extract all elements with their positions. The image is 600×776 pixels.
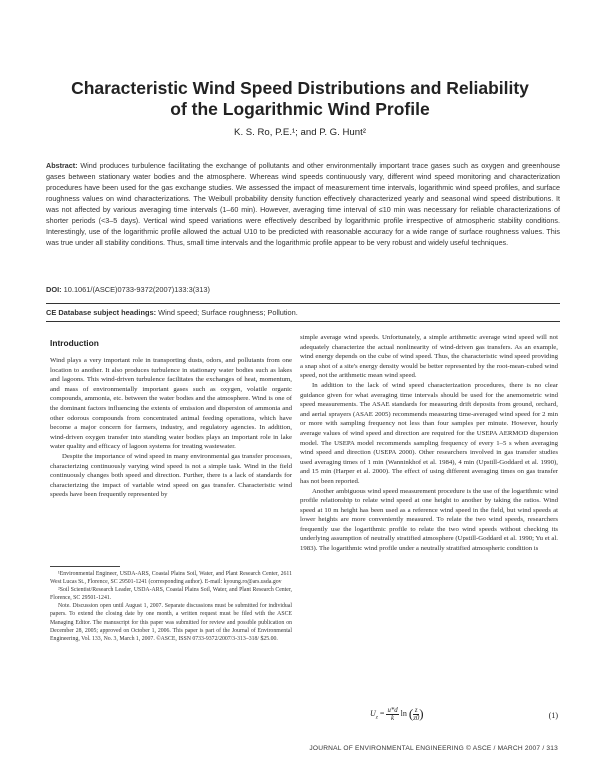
equation-1 (300, 700, 558, 728)
paragraph: Despite the importance of wind speed in many environmental gas transfer processes, characterizing continuously varying wind speed is not a simple task. Wind in the field continuously changes both speed and direction. Further, there is a lack of standards for characterizing the impact of variable wind speed on gas transfer. Characteristic wind speeds have been frequently represented by (50, 452, 292, 499)
paragraph: In addition to the lack of wind speed characterization procedures, there is no clear guidance given for what averaging time intervals should be used for the anemometric wind speed measurements. The ASAE standards for measuring drift deposits from ground, orchard, and aerial sprayers (ASAE 2005) recommends measuring time-averaged wind speed for 2 min or more with sampling frequency not less than four samples per minute. However, hourly average values of wind speed and direction are required for the USEPA AERMOD dispersion model. The USEPA model recommends sampling frequency of every 1–5 s when averaging wind speed and direction (USEPA 2000). Other researchers involved in gas transfer studies used averaging times of 1 min (Wanninkhof et al. 1984), 4 min (Upstill-Goddard et al. 1990), and 15 min (Harper et al. 2000). The effect of using different averaging times on gas transfer has not been reported. (300, 381, 558, 485)
equation-number: (1) (548, 711, 558, 720)
abstract-label: Abstract: (46, 161, 78, 170)
paragraph: simple average wind speeds. Unfortunately, a simple arithmetic average wind speed will not adequately characterize the actual nonlinearity of wind-driven gas transfers. As an example, wind energy depends on the cube of wind speed. Thus, the characteristic wind speed providing a snap shot of a site's energy density would be better represented by the root-mean-cubed wind speed, not the arithmetic mean wind speed. (300, 334, 558, 380)
equation-arg-denominator: z0 (413, 714, 420, 722)
title-line-1: Characteristic Wind Speed Distributions and Reliability (71, 78, 529, 98)
footnote: ²Soil Scientist/Research Leader, USDA-ARS, Coastal Plains Soil, Water, and Plant Research Center, Florence, SC 29501-1241. (50, 587, 292, 602)
equation-equals: = (379, 708, 385, 718)
equation-lhs-subscript: z (375, 714, 378, 721)
column-right (300, 333, 558, 554)
equation-frac-numerator: u*d (387, 706, 398, 714)
abstract-text: Wind produces turbulence facilitating the exchange of pollutants and other environmentally important trace gases such as oxygen and greenhouse gases between stationary water bodies and the atmosphere. Whereas wind speeds continuously vary, different wind speed monitoring and characterization procedures have been used for the gas exchange studies. We assessed the impact of measurement time intervals, logarithmic wind speed profiles, and surface roughness values on wind characterizations. The Weibull probability density function effectively characterized yearly and seasonal wind speed distributions. It was not affected by various averaging time intervals (1–60 min). However, averaging time interval of ≤10 min was necessary for reliable characterizations of shorter periods (<3–5 days). Vertical wind speed variations were effectively described by logarithmic profile irrespective of atmospheric stability conditions. Interestingly, use of the logarithmic profile allowed the actual U10 to be predicted with reasonable accuracy for a wide range of surface roughness values. This was true under all stability conditions. Thus, small time intervals and the logarithmic profile appear to be very robust and widely useful techniques. (46, 161, 560, 247)
footnote-divider (50, 566, 120, 567)
page-footer: JOURNAL OF ENVIRONMENTAL ENGINEERING © ASCE / MARCH 2007 / 313 (309, 745, 558, 752)
divider (46, 321, 560, 322)
equation-lhs: U (370, 708, 376, 718)
column-left (50, 356, 292, 500)
equation-function: ln (400, 708, 407, 718)
footnotes (50, 570, 292, 643)
section-heading-introduction: Introduction (50, 338, 99, 348)
abstract (46, 160, 560, 248)
equation-body: $U_z$ = $\frac{u*d}{k}$ ln ( $\frac{z}{z0}$ ) (370, 706, 424, 722)
author-list: K. S. Ro, P.E.¹; and P. G. Hunt² (234, 127, 366, 138)
paragraph: Wind plays a very important role in transporting dusts, odors, and pollutants from one location to another. It also produces turbulence in stationary water bodies such as lakes and lagoons. This wind-driven turbulence facilitates the exchanges of heat, momentum, and mass of environmentally important gases such as oxygen, volatile organic compounds, ammonia, etc. between the water bodies and the atmosphere. Wind is one of the dominant factors influencing the extents of emission and dispersion of ammonia and other odorous compounds from concentrated animal feeding operations, which have become a major concern for farmers, industry, and regulatory agencies. In addition, wind-driven oxygen transfer into standing water bodies plays an important role in lake water quality and efficacy of lagoon systems for treating wastewater. (50, 357, 292, 451)
subject-headings-value: Wind speed; Surface roughness; Pollution. (158, 308, 298, 317)
title-line-2: of the Logarithmic Wind Profile (170, 99, 430, 119)
doi-line (46, 285, 560, 294)
doi-label: DOI: (46, 285, 62, 294)
equation-arg-numerator: z (414, 706, 418, 714)
subject-headings-label: CE Database subject headings: (46, 308, 157, 317)
subject-headings (46, 308, 560, 317)
footnote: ¹Environmental Engineer, USDA-ARS, Coastal Plains Soil, Water, and Plant Research Center, 2611 West Lucas St., Florence, SC 29501-1241 (corresponding author). E-mail: kyoung.ro@ars.usda.gov (50, 571, 292, 586)
equation-frac-denominator: k (391, 714, 395, 722)
footnote: Note. Discussion open until August 1, 2007. Separate discussions must be submitted for individual papers. To extend the closing date by one month, a written request must be filed with the ASCE Managing Editor. The manuscript for this paper was submitted for review and possible publication on December 28, 2005; approved on October 1, 2006. This paper is part of the Journal of Environmental Engineering, Vol. 133, No. 3, March 1, 2007. ©ASCE, ISSN 0733-9372/2007/3-313–318/ $25.00. (50, 603, 292, 642)
divider (46, 303, 560, 304)
paper-title (40, 78, 560, 120)
equation-fraction (386, 707, 398, 722)
paragraph: Another ambiguous wind speed measurement procedure is the use of the logarithmic wind profile relationship to relate wind speed at one height to another by taking the ratios. Wind speed at 10 m height has been used as a reference wind speed in the field, but wind speeds at lower heights are more conveniently measured. To relate the two wind speeds, researchers frequently use the logarithmic profile to relate the two wind speeds without checking its underlying assumption of neutrally stratified atmosphere (Upstill-Goddard et al. 1990; Yu et al. 1983). The logarithmic wind profile under a neutrally stratified atmospheric condition is (300, 487, 558, 553)
doi-value: 10.1061/(ASCE)0733-9372(2007)133:3(313) (63, 285, 210, 294)
